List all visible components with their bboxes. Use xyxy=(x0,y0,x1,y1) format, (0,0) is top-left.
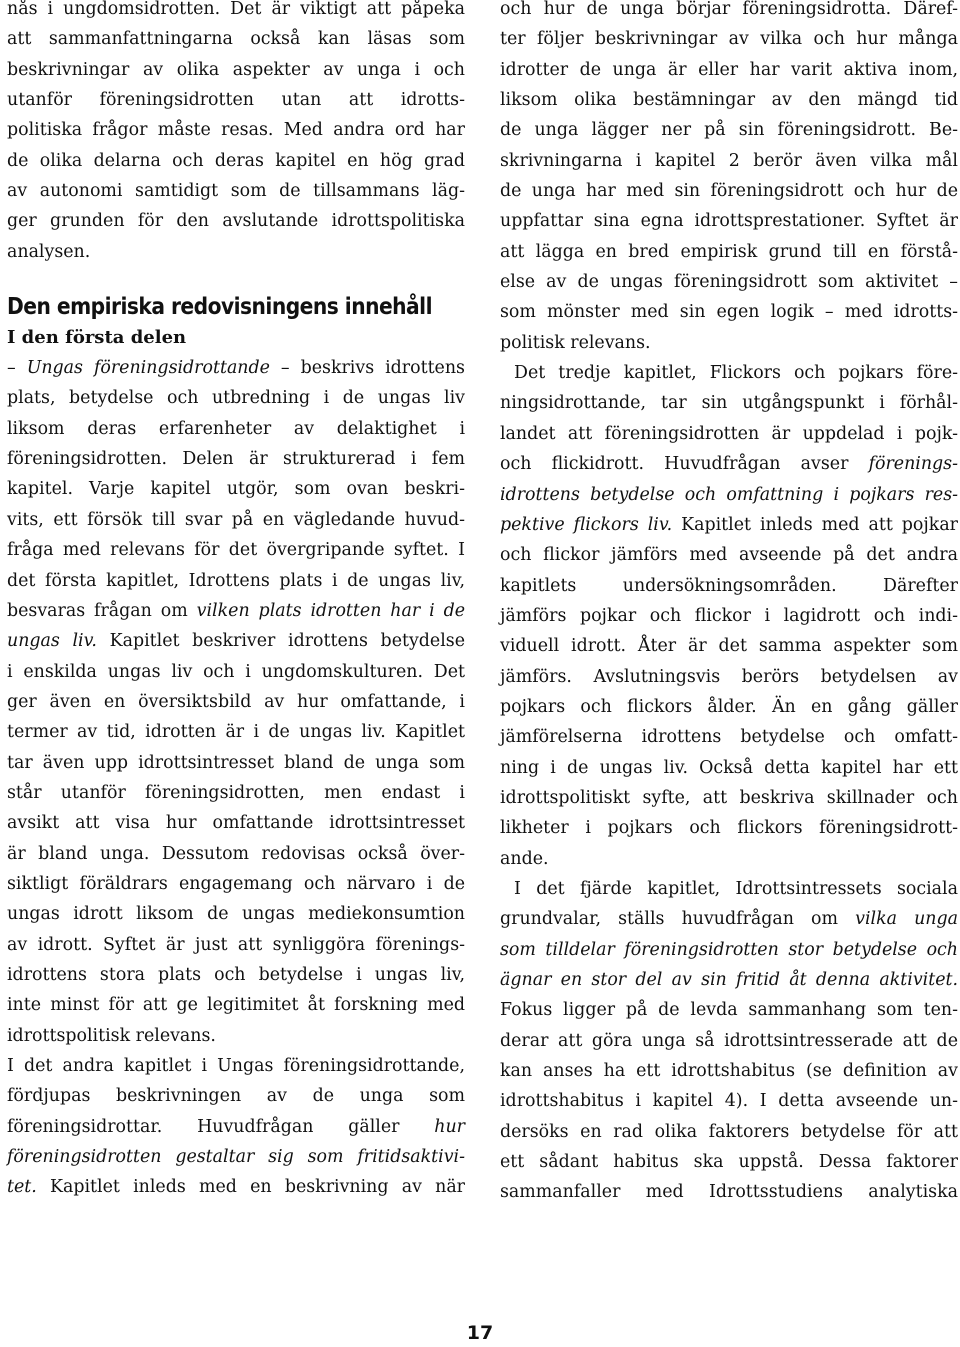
text-segment: Fokus ligger på de levda sammanhang som ten- xyxy=(500,1000,958,1021)
text-segment: idrottshabitus i kapitel 4). I detta avseende un- xyxy=(500,1091,958,1112)
text-segment: står utanför föreningsidrotten, men endast i xyxy=(7,782,465,803)
text-line xyxy=(7,505,465,535)
text-segment: att lägga en bred empirisk grund till en förstå- xyxy=(500,241,958,262)
text-segment: politisk relevans. xyxy=(500,332,651,353)
text-segment: – xyxy=(7,358,27,379)
section-spacer xyxy=(7,267,465,291)
text-line xyxy=(500,176,958,206)
text-segment: utanför föreningsidrotten utan att idrotts- xyxy=(7,90,465,111)
text-line xyxy=(500,267,958,297)
italic-text: som tilldelar föreningsidrotten stor betydelse och xyxy=(500,939,958,960)
text-segment: ungas idrott liksom de ungas mediekonsumtion xyxy=(7,904,465,925)
text-segment: tar även upp idrottsintresset bland de unga som xyxy=(7,752,465,773)
text-line xyxy=(500,540,958,570)
text-line xyxy=(7,115,465,145)
text-segment: Kapitlet inleds med en beskrivning av när xyxy=(36,1177,465,1198)
text-segment: sammanfaller med Idrottsstudiens analytiska xyxy=(500,1182,958,1203)
text-line xyxy=(7,1021,465,1051)
text-line xyxy=(500,1086,958,1116)
text-line xyxy=(500,510,958,540)
text-line xyxy=(7,444,465,474)
text-segment: jämförelserna idrottens betydelse och omfatt- xyxy=(500,727,958,748)
text-segment: idrottspolitisk relevans. xyxy=(7,1025,216,1046)
text-line xyxy=(7,1172,465,1202)
italic-text: förenings- xyxy=(868,454,958,475)
text-segment: I det fjärde kapitlet, Idrottsintressets sociala xyxy=(514,878,958,899)
text-segment: dersöks en rad olika faktorers betydelse för att xyxy=(500,1121,958,1142)
text-line xyxy=(7,176,465,206)
text-line xyxy=(7,717,465,747)
text-line xyxy=(500,115,958,145)
text-segment: föreningsidrottar. Huvudfrågan gäller xyxy=(7,1116,435,1137)
text-line xyxy=(500,783,958,813)
text-segment: ningsidrottande, tar sin utgångspunkt i förhål- xyxy=(500,393,958,414)
text-line xyxy=(7,808,465,838)
text-line xyxy=(7,1051,465,1081)
text-segment: ter följer beskrivningar av vilka och hur många xyxy=(500,29,958,50)
text-segment: I det andra kapitlet i Ungas föreningsidrottande, xyxy=(7,1056,465,1076)
text-line xyxy=(7,535,465,565)
text-line xyxy=(500,874,958,904)
text-segment: idrotter de unga är eller har varit aktiva inom, xyxy=(500,59,958,80)
italic-text: idrottens betydelse och omfattning i pojkars res- xyxy=(500,484,958,505)
text-line xyxy=(7,687,465,717)
text-segment: plats, betydelse och utbredning i de ungas liv xyxy=(7,388,465,409)
text-segment: av idrott. Syftet är just att synliggöra förenings- xyxy=(7,934,465,955)
text-segment: och flickor jämförs med avseende på det andra xyxy=(500,545,958,566)
text-segment: Kapitlet inleds med att pojkar xyxy=(672,514,958,535)
text-line xyxy=(500,1147,958,1177)
text-line xyxy=(7,657,465,687)
text-segment: föreningsidrotten. Delen är strukturerad i fem xyxy=(7,449,465,470)
text-segment: uppfattar sina egna idrottsprestationer. Syftet är xyxy=(500,211,958,232)
italic-text: hur xyxy=(434,1116,465,1137)
text-segment: jämförs. Avslutningsvis berörs betydelsen av xyxy=(500,666,958,687)
italic-text: ägnar en stor del av sin fritid åt denna aktivitet. xyxy=(500,970,958,990)
text-line xyxy=(500,206,958,236)
italic-text: vilka unga xyxy=(855,909,958,930)
text-segment: avsikt att visa hur omfattande idrottsintresset xyxy=(7,813,465,834)
text-line xyxy=(7,146,465,176)
text-segment: likheter i pojkars och flickors föreningsidrott- xyxy=(500,818,958,839)
italic-text: ungas liv. xyxy=(7,631,97,652)
text-segment: siktligt föräldrars engagemang och närvaro i de xyxy=(7,873,465,894)
text-segment: ning i de ungas liv. Också detta kapitel har ett xyxy=(500,757,958,778)
text-line xyxy=(500,631,958,661)
text-segment: och hur de unga börjar föreningsidrotta. Däref- xyxy=(500,0,958,19)
text-line xyxy=(500,297,958,327)
text-line xyxy=(7,383,465,413)
right-column xyxy=(500,0,958,1208)
subsection-heading: I den första delen xyxy=(7,327,187,349)
text-line xyxy=(7,1142,465,1172)
text-line xyxy=(7,353,465,383)
text-line xyxy=(500,722,958,752)
text-segment: skrivningarna i kapitel 2 berör även vilka mål xyxy=(500,150,958,171)
text-segment: fördjupas beskrivningen av de unga som xyxy=(7,1086,465,1107)
text-line xyxy=(500,995,958,1025)
text-line xyxy=(500,935,958,965)
text-line xyxy=(500,1056,958,1086)
text-line xyxy=(7,85,465,115)
text-segment: av autonomi samtidigt som de tillsammans läg- xyxy=(7,181,465,202)
text-line xyxy=(500,904,958,934)
text-segment: termer av tid, idrotten är i de ungas liv. Kapitlet xyxy=(7,722,465,743)
text-line xyxy=(7,626,465,656)
text-segment: idrottspolitiskt syfte, att beskriva skillnader och xyxy=(500,787,958,808)
text-line xyxy=(500,965,958,995)
text-line xyxy=(500,753,958,783)
text-line xyxy=(7,596,465,626)
text-segment: de unga har med sin föreningsidrott och hur de xyxy=(500,181,958,202)
text-segment: beskrivningar av olika aspekter av unga i och xyxy=(7,59,465,80)
text-segment: och flickidrott. Huvudfrågan avser xyxy=(500,454,869,475)
page-number: 17 xyxy=(466,1322,494,1344)
text-line xyxy=(7,566,465,596)
text-segment: liksom deras erfarenheter av delaktighet i xyxy=(7,418,465,439)
text-segment: Det tredje kapitlet, Flickors och pojkars före- xyxy=(514,363,958,384)
text-line xyxy=(7,206,465,236)
text-line xyxy=(7,869,465,899)
text-segment: vits, ett försök till svar på en vägledande huvud- xyxy=(7,509,465,530)
text-line xyxy=(7,1112,465,1142)
text-segment: else av de ungas föreningsidrott som aktivitet – xyxy=(500,272,958,293)
text-line xyxy=(500,813,958,843)
text-segment: kapitlets undersökningsområden. Därefter xyxy=(500,575,958,596)
text-line xyxy=(7,414,465,444)
text-segment: – beskrivs idrottens xyxy=(269,358,465,379)
text-line xyxy=(7,930,465,960)
text-segment: derar att göra unga så idrottsintresserade att de xyxy=(500,1030,958,1051)
text-segment: politiska frågor måste resas. Med andra ord har xyxy=(7,120,465,141)
text-segment: besvaras frågan om xyxy=(7,600,197,621)
text-line xyxy=(500,1117,958,1147)
text-segment: kan anses ha ett idrottshabitus (se definition av xyxy=(500,1061,958,1082)
text-line xyxy=(500,662,958,692)
text-line xyxy=(7,748,465,778)
text-segment: jämförs pojkar och flickor i lagidrott och indi- xyxy=(500,605,958,626)
text-line xyxy=(500,1177,958,1207)
text-segment: de olika delarna och deras kapitel en hög grad xyxy=(7,150,465,171)
text-line xyxy=(7,899,465,929)
text-line xyxy=(7,1081,465,1111)
text-line xyxy=(500,237,958,267)
italic-text: vilken plats idrotten har i de xyxy=(196,600,465,621)
text-segment: pojkars och flickors ålder. Än en gång gäller xyxy=(500,696,958,717)
text-line xyxy=(500,85,958,115)
text-segment: ger grunden för den avslutande idrottspolitiska xyxy=(7,211,465,232)
text-line xyxy=(500,358,958,388)
text-segment: grundvalar, ställs huvudfrågan om xyxy=(500,909,856,930)
text-line xyxy=(7,0,465,24)
left-column xyxy=(7,0,465,1203)
text-line xyxy=(500,419,958,449)
text-segment: de unga lägger ner på sin föreningsidrott. Be- xyxy=(500,120,958,141)
text-line xyxy=(500,571,958,601)
text-segment: viduell idrott. Åter är det samma aspekter som xyxy=(500,636,958,657)
text-segment: ger även en översiktsbild av hur omfattande, i xyxy=(7,691,465,712)
text-segment: kapitel. Varje kapitel utgör, som ovan beskri- xyxy=(7,479,465,500)
text-segment: som mönster med sin egen logik – med idrotts- xyxy=(500,302,958,323)
text-line xyxy=(500,24,958,54)
text-segment: liksom olika bestämningar av den mängd tid xyxy=(500,90,958,111)
italic-text: tet. xyxy=(7,1177,37,1198)
text-line xyxy=(7,55,465,85)
text-segment: ande. xyxy=(500,848,549,869)
text-line xyxy=(500,55,958,85)
text-line xyxy=(500,0,958,24)
text-line xyxy=(7,24,465,54)
text-segment: fråga med relevans för det övergripande syftet. I xyxy=(7,540,465,561)
text-line xyxy=(500,692,958,722)
text-segment: är bland unga. Dessutom redovisas också över- xyxy=(7,843,465,864)
text-segment: inte minst för att ge legitimitet åt forskning med xyxy=(7,995,465,1016)
text-line xyxy=(500,1026,958,1056)
text-line xyxy=(7,990,465,1020)
italic-text: föreningsidrotten gestaltar sig som fritidsaktivi- xyxy=(7,1147,465,1168)
text-line xyxy=(500,328,958,358)
text-segment: Kapitlet beskriver idrottens betydelse xyxy=(96,631,465,652)
text-segment: det första kapitlet, Idrottens plats i de ungas liv, xyxy=(7,570,465,591)
text-line xyxy=(500,388,958,418)
text-line xyxy=(500,844,958,874)
text-segment: i enskilda ungas liv och i ungdomskulturen. Det xyxy=(7,661,465,682)
text-line xyxy=(7,839,465,869)
text-segment: landet att föreningsidrotten är uppdelad i pojk- xyxy=(500,423,958,444)
text-line xyxy=(500,480,958,510)
text-line xyxy=(7,237,465,267)
text-line xyxy=(7,960,465,990)
text-line xyxy=(7,778,465,808)
text-segment: idrottens stora plats och betydelse i ungas liv, xyxy=(7,964,465,985)
italic-text: Ungas föreningsidrottande xyxy=(26,358,270,379)
text-line xyxy=(7,474,465,504)
italic-text: pektive flickors liv. xyxy=(500,514,673,535)
section-heading: Den empiriska redovisningens innehåll xyxy=(7,294,433,321)
text-segment: analysen. xyxy=(7,241,91,262)
text-line xyxy=(500,449,958,479)
text-line xyxy=(500,601,958,631)
text-segment: ett sådant habitus ska uppstå. Dessa faktorer xyxy=(500,1152,958,1173)
text-line xyxy=(500,146,958,176)
text-segment: nås i ungdomsidrotten. Det är viktigt att påpeka xyxy=(7,0,465,19)
text-segment: att sammanfattningarna också kan läsas som xyxy=(7,29,465,50)
